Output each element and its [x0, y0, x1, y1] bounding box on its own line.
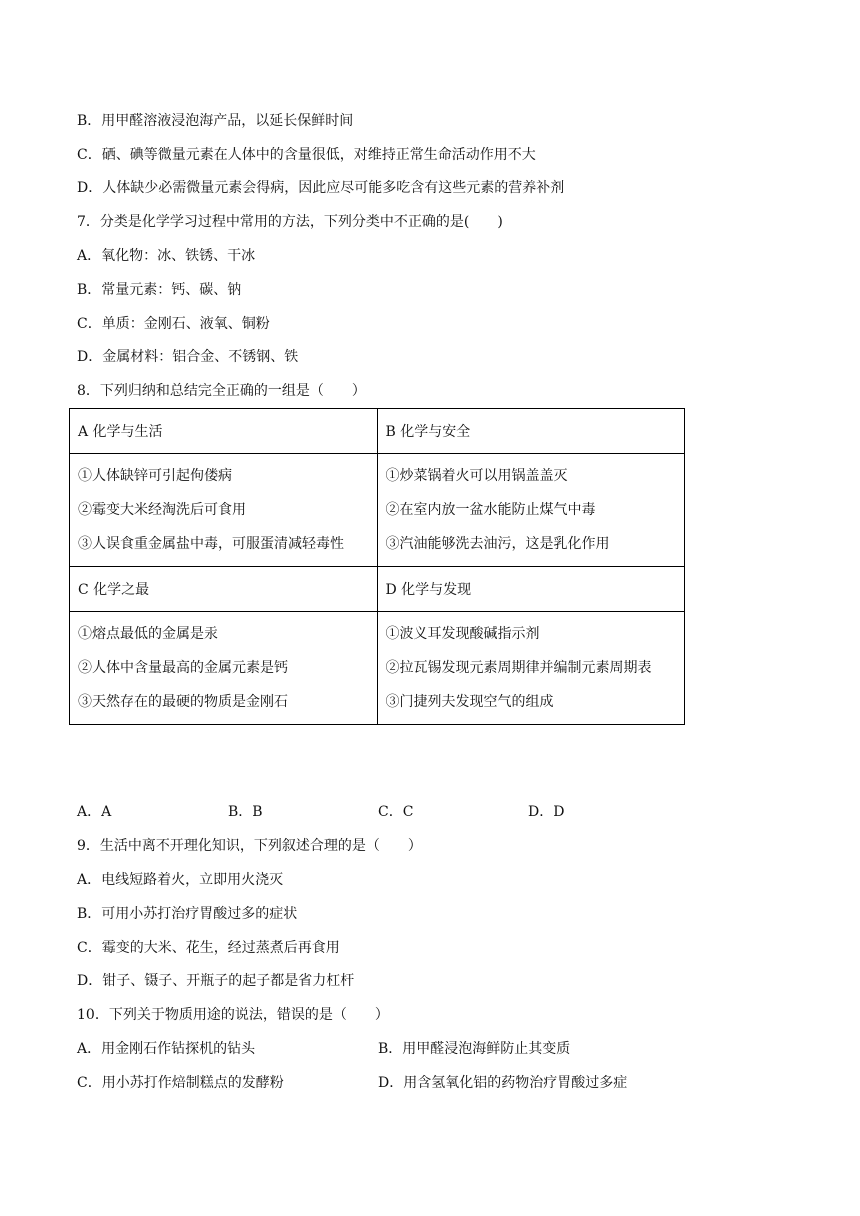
q9-option-b[interactable]: B．可用小苏打治疗胃酸过多的症状: [77, 906, 298, 922]
q7-option-b[interactable]: B．常量元素：钙、碳、钠: [77, 282, 242, 298]
list-item: ①波义耳发现酸碱指示剂: [385, 626, 540, 642]
q8-option-c[interactable]: C．C: [378, 804, 414, 820]
table-cell-a-header: A 化学与生活: [70, 409, 378, 454]
q9-option-c[interactable]: C．霉变的大米、花生，经过蒸煮后再食用: [77, 940, 340, 956]
q6-option-b[interactable]: B．用甲醛溶液浸泡海产品，以延长保鲜时间: [77, 113, 354, 129]
q6-option-d[interactable]: D．人体缺少必需微量元素会得病，因此应尽可能多吃含有这些元素的营养补剂: [77, 180, 565, 196]
table-cell-c-header: C 化学之最: [70, 567, 378, 612]
table-cell-d-body: [377, 612, 685, 725]
list-item: ②人体中含量最高的金属元素是钙: [78, 660, 288, 676]
q10-stem: 10．下列关于物质用途的说法，错误的是（ ）: [77, 1007, 389, 1023]
q8-table: [69, 408, 685, 725]
q8-stem: 8．下列归纳和总结完全正确的一组是（ ）: [77, 383, 366, 399]
list-item: ①熔点最低的金属是汞: [78, 626, 218, 642]
table-cell-d-header: D 化学与发现: [377, 567, 685, 612]
list-item: ③人误食重金属盐中毒，可服蛋清减轻毒性: [78, 536, 344, 552]
list-item: ③汽油能够洗去油污，这是乳化作用: [385, 536, 610, 552]
q8-option-d[interactable]: D．D: [528, 804, 565, 820]
q9-stem: 9．生活中离不开理化知识，下列叙述合理的是（ ）: [77, 838, 422, 854]
q9-option-d[interactable]: D．钳子、镊子、开瓶子的起子都是省力杠杆: [77, 973, 355, 989]
q10-option-d[interactable]: D．用含氢氧化铝的药物治疗胃酸过多症: [378, 1075, 628, 1091]
q8-option-b[interactable]: B．B: [228, 804, 263, 820]
q6-option-c[interactable]: C．硒、碘等微量元素在人体中的含量很低，对维持正常生命活动作用不大: [77, 147, 536, 163]
table-cell-a-body: [70, 454, 378, 567]
list-item: ②霉变大米经淘洗后可食用: [78, 502, 246, 518]
list-item: ①人体缺锌可引起佝偻病: [78, 468, 232, 484]
q7-stem: 7．分类是化学学习过程中常用的方法，下列分类中不正确的是( ): [77, 214, 503, 230]
list-item: ②在室内放一盆水能防止煤气中毒: [385, 502, 596, 518]
table-cell-b-body: [377, 454, 685, 567]
q10-option-a[interactable]: A．用金刚石作钻探机的钻头: [77, 1041, 256, 1057]
table-cell-b-header: B 化学与安全: [377, 409, 685, 454]
q7-option-d[interactable]: D．金属材料：铝合金、不锈钢、铁: [77, 349, 299, 365]
list-item: ②拉瓦锡发现元素周期律并编制元素周期表: [385, 660, 652, 676]
q10-option-c[interactable]: C．用小苏打作焙制糕点的发酵粉: [77, 1075, 284, 1091]
q7-option-c[interactable]: C．单质：金刚石、液氧、铜粉: [77, 316, 270, 332]
q7-option-a[interactable]: A．氧化物：冰、铁锈、干冰: [77, 248, 256, 264]
q10-option-b[interactable]: B．用甲醛浸泡海鲜防止其变质: [378, 1041, 571, 1057]
list-item: ③天然存在的最硬的物质是金刚石: [78, 694, 288, 710]
list-item: ③门捷列夫发现空气的组成: [385, 694, 554, 710]
table-cell-c-body: [70, 612, 378, 725]
q8-option-a[interactable]: A．A: [77, 804, 112, 820]
list-item: ①炒菜锅着火可以用锅盖盖灭: [385, 468, 568, 484]
q9-option-a[interactable]: A．电线短路着火，立即用火浇灭: [77, 872, 284, 888]
